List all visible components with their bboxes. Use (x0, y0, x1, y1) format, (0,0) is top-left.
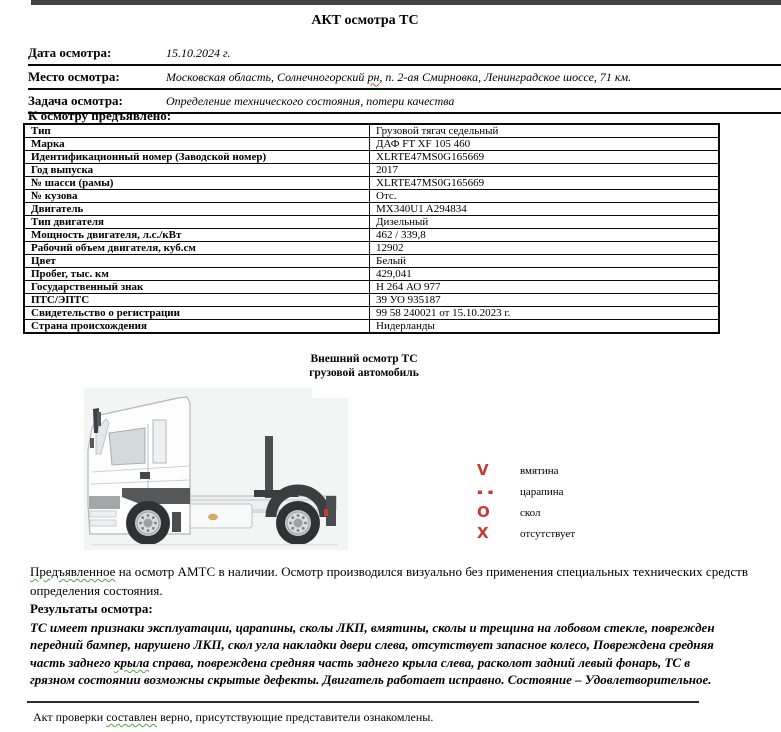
legend-row (477, 477, 575, 506)
truck-side-view-image (84, 388, 348, 550)
row-label: № шасси (рамы) (24, 177, 370, 190)
row-label: № кузова (24, 190, 370, 203)
table-row (24, 164, 719, 177)
legend-symbol-icon: X (477, 524, 489, 542)
table-row (24, 190, 719, 203)
legend-label: скол (520, 506, 541, 519)
section-heading-presented: К осмотру предъявлено: (28, 108, 172, 123)
row-label: Свидетельство о регистрации (24, 307, 370, 320)
field-label: Место осмотра: (28, 69, 120, 84)
row-label: Страна происхождения (24, 320, 370, 334)
legend-symbol-icon: V (477, 461, 489, 479)
row-label: Рабочий объем двигателя, куб.см (24, 242, 370, 255)
row-value: MX340U1 A294834 (370, 203, 720, 216)
table-row (24, 242, 719, 255)
table-row (24, 151, 719, 164)
legend-symbol-icon: O (477, 503, 490, 521)
table-row (24, 320, 719, 334)
field-value: 15.10.2024 г. (166, 45, 231, 60)
row-label: Тип двигателя (24, 216, 370, 229)
row-value: Дизельный (370, 216, 720, 229)
exterior-heading-line1: Внешний осмотр ТС (310, 353, 418, 365)
row-value: 12902 (370, 242, 720, 255)
row-label: Государственный знак (24, 281, 370, 294)
row-value: 39 УО 935187 (370, 294, 720, 307)
legend-symbol-icon: - - (477, 477, 494, 506)
table-row (24, 138, 719, 151)
legend-row (477, 523, 575, 544)
row-value: 462 / 339,8 (370, 229, 720, 242)
row-label: Идентификационный номер (Заводской номер) (24, 151, 370, 164)
field-label: Дата осмотра: (28, 45, 112, 60)
row-label: Тип (24, 124, 370, 138)
results-text: ТС имеет признаки эксплуатации, царапины, сколы ЛКП, вмятины, сколы и трещина на лобовом стекле, поврежден передний бампер, нарушено ЛКП, скол угла накладки двери слева, отсутствует запасное колесо, Повреждена средняя часть заднего крыла справа, повреждена средняя часть заднего крыла слева, расколот задний левый фонарь, ТС в грязном состоянии возможны скрытые дефекты. Двигатель работает исправно. Состояние – Удовлетворительное. (30, 620, 715, 688)
row-label: Цвет (24, 255, 370, 268)
footer-note: Акт проверки составлен верно, присутствующие представители ознакомлены. (33, 710, 434, 724)
exterior-heading-line2: грузовой автомобиль (309, 367, 419, 379)
top-border-strip (31, 0, 781, 5)
row-label: Мощность двигателя, л.с./кВт (24, 229, 370, 242)
section-heading-exterior (0, 352, 728, 380)
table-row (24, 255, 719, 268)
inspection-note: Предъявленное на осмотр АМТС в наличии. Осмотр производился визуально без применения специальных технических средств определения состояния. (30, 564, 748, 598)
row-value: Нидерланды (370, 320, 720, 334)
row-value: Белый (370, 255, 720, 268)
row-label: Двигатель (24, 203, 370, 216)
results-heading: Результаты осмотра: (30, 601, 153, 616)
row-label: Год выпуска (24, 164, 370, 177)
row-label: Марка (24, 138, 370, 151)
field-label: Задача осмотра: (28, 93, 123, 108)
field-value: Определение технического состояния, потери качества (166, 93, 455, 108)
row-value: Н 264 АО 977 (370, 281, 720, 294)
row-label: Пробег, тыс. км (24, 268, 370, 281)
row-value: 2017 (370, 164, 720, 177)
table-row (24, 177, 719, 190)
field-row-place (28, 66, 781, 90)
row-value: Отс. (370, 190, 720, 203)
row-value: Грузовой тягач седельный (370, 124, 720, 138)
legend-label: отсутствует (520, 527, 576, 540)
separator-line (27, 701, 699, 703)
header-fields (28, 42, 781, 114)
table-row (24, 281, 719, 294)
row-label: ПТС/ЭПТС (24, 294, 370, 307)
row-value: XLRTE47MS0G165669 (370, 177, 720, 190)
row-value: 429,041 (370, 268, 720, 281)
table-row (24, 124, 719, 138)
table-row (24, 268, 719, 281)
row-value: ДАФ FT XF 105 460 (370, 138, 720, 151)
table-row (24, 307, 719, 320)
field-row-date (28, 42, 781, 66)
document-title: АКТ осмотра ТС (311, 13, 419, 28)
row-value: XLRTE47MS0G165669 (370, 151, 720, 164)
damage-legend (477, 460, 575, 544)
table-row (24, 203, 719, 216)
table-row (24, 216, 719, 229)
row-value: 99 58 240021 от 15.10.2023 г. (370, 307, 720, 320)
legend-label: вмятина (520, 464, 559, 477)
field-value: Московская область, Солнечногорский рн, п. 2-ая Смирновка, Ленинградское шоссе, 71 км. (166, 69, 632, 84)
table-row (24, 294, 719, 307)
vehicle-spec-table (23, 123, 720, 334)
legend-label: царапина (520, 485, 564, 498)
table-row (24, 229, 719, 242)
